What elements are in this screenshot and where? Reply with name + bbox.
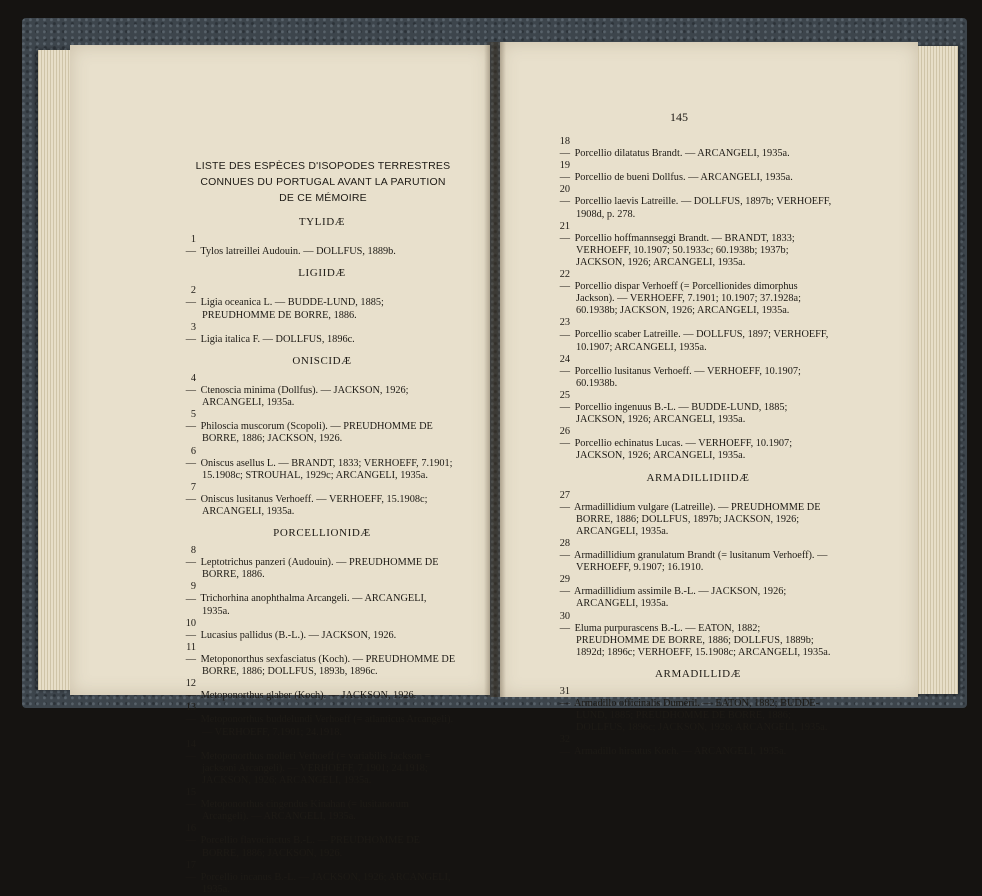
entry-number: 3 — — [185, 321, 196, 345]
species-entry — [178, 787, 456, 823]
species-entry — [552, 269, 834, 317]
species-entry — [178, 678, 456, 702]
species-entry — [178, 823, 456, 859]
species-entry — [552, 160, 834, 184]
entry-number: 25 — — [559, 389, 570, 414]
species-entry — [552, 426, 834, 462]
family-heading-tylidae: TYLIDÆ — [298, 216, 346, 228]
entry-text: Armadillidium granulatum Brandt (= lusitanum Verhoeff). — VERHOEFF, 9.1907; 16.1910. — [574, 550, 828, 574]
family-list-armadillidae — [552, 686, 834, 759]
entry-number: 11 — — [185, 641, 196, 665]
entry-text: Porcellio lusitanus Verhoeff. — VERHOEFF, 10.1907; 60.1938b. — [574, 365, 801, 389]
page-number: 145 — [670, 110, 688, 124]
entry-text: Armadillidium vulgare (Latreille). — PREUDHOMME DE BORRE, 1886; DOLLFUS, 1897b; JACKSON, 1926; ARCANGELI, 1935a. — [574, 501, 821, 537]
entry-number: 12 — — [185, 678, 196, 702]
entry-number: 24 — — [559, 353, 570, 377]
page-edges-right — [916, 46, 958, 694]
entry-number: 20 — — [559, 184, 570, 208]
entry-number: 8 — — [185, 545, 196, 569]
entry-text: Oniscus asellus L. — BRANDT, 1833; VERHOEFF, 7.1901; 15.1908c; STROUHAL, 1929c; ARCANGELI, 1935a. — [200, 457, 453, 481]
species-entry — [178, 581, 456, 617]
species-entry — [552, 354, 834, 390]
entry-text: Armadillo hirsutus Koch. — ARCANGELI, 1935a. — [574, 746, 787, 758]
entry-text: Metoponorthus molleri Verhoeff (= variabilis Jackson = jacksoni Arcangeli). — VERHOEFF, 7.1901; 24.1918; JACKSON, 1926; ARCANGELI, 1935a. — [200, 750, 431, 786]
species-entry — [178, 545, 456, 581]
family-heading-porcellionidae: PORCELLIONIDÆ — [273, 527, 371, 540]
entry-number: 13 — — [185, 702, 196, 726]
right-column — [552, 136, 834, 759]
entry-text: Ligia oceanica L. — BUDDE-LUND, 1885; PREUDHOMME DE BORRE, 1886. — [200, 297, 384, 321]
family-list-porcellionidae-continued — [552, 136, 834, 463]
species-entry — [552, 390, 834, 426]
species-entry — [552, 490, 834, 538]
title-line-2: CONNUES DU PORTUGAL AVANT LA PARUTION — [200, 176, 446, 188]
entry-number: 16 — — [185, 823, 196, 847]
entry-number: 5 — — [185, 409, 196, 433]
title-line-3: DE CE MÉMOIRE — [279, 192, 367, 204]
entry-text: Armadillidium assimile B.-L. — JACKSON, 1926; ARCANGELI, 1935a. — [574, 586, 787, 610]
entry-number: 19 — — [559, 160, 570, 184]
entry-number: 30 — — [559, 610, 570, 634]
species-entry — [552, 611, 834, 659]
entry-text: Trichorhina anophthalma Arcangeli. — ARCANGELI, 1935a. — [200, 593, 427, 617]
species-entry — [178, 642, 456, 678]
entry-text: Porcellio dispar Verhoeff (= Porcellionides dimorphus Jackson). — VERHOEFF, 7.1901; 10.1907; 37.1928a; 60.1938b; JACKSON, 1926; ARCANGELI, 1935a. — [574, 281, 801, 317]
entry-text: Philoscia muscorum (Scopoli). — PREUDHOMME DE BORRE, 1886; JACKSON, 1926. — [200, 421, 433, 445]
species-entry — [178, 618, 456, 642]
list-title — [190, 158, 456, 206]
species-entry — [552, 184, 834, 220]
species-entry — [552, 221, 834, 269]
page-edges-left — [38, 50, 72, 690]
entry-number: 21 — — [559, 220, 570, 244]
entry-number: 23 — — [559, 317, 570, 341]
species-entry — [178, 285, 456, 321]
species-entry — [178, 702, 456, 738]
entry-number: 31 — — [559, 686, 570, 710]
species-entry — [552, 136, 834, 160]
entry-text: Porcellio echinatus Lucas. — VERHOEFF, 10.1907; JACKSON, 1926; ARCANGELI, 1935a. — [574, 438, 793, 462]
family-list-tylidae — [178, 234, 456, 258]
species-entry — [178, 373, 456, 409]
entry-text: Porcellio laevis Latreille. — DOLLFUS, 1897b; VERHOEFF, 1908d, p. 278. — [574, 196, 832, 220]
family-list-ligiidae — [178, 285, 456, 345]
entry-number: 2 — — [185, 285, 196, 309]
family-heading-oniscidae: ONISCIDÆ — [292, 354, 352, 367]
species-entry — [552, 574, 834, 610]
entry-text: Porcellio hoffmannseggi Brandt. — BRANDT, 1833; VERHOEFF, 10.1907; 50.1933c; 60.1938b; 1937b; JACKSON, 1926; ARCANGELI, 1935a. — [574, 232, 795, 268]
entry-text: Metoponorthus glaber (Koch). — JACKSON, 1926. — [200, 690, 417, 702]
entry-text: Porcellio scaber Latreille. — DOLLFUS, 1897; VERHOEFF, 10.1907; ARCANGELI, 1935a. — [574, 329, 829, 353]
family-heading-armadillidae: ARMADILLIDÆ — [654, 667, 742, 680]
entry-text: Armadillo officinalis Duméril. — EATON, 1882; BUDDE-LUND, 1885; PREUDHOMME DE BORRE, 1886; DOLLFUS, 1896c; JACKSON, 1926; ARCANGELI, 1935a. — [574, 698, 828, 734]
title-line-1: LISTE DES ESPÈCES D'ISOPODES TERRESTRES — [195, 160, 451, 172]
family-list-porcellionidae — [178, 545, 456, 896]
species-entry — [178, 322, 456, 346]
entry-number: 9 — — [185, 581, 196, 605]
entry-text: Ligia italica F. — DOLLFUS, 1896c. — [200, 333, 355, 345]
book-gutter — [484, 42, 506, 697]
left-column — [178, 158, 456, 896]
species-entry — [178, 860, 456, 896]
entry-number: 28 — — [559, 538, 570, 562]
entry-text: Metoponorthus cingendus Kinahan (= lusitanorum Arcangeli). — ARCANGELI, 1935a. — [200, 799, 409, 823]
entry-number: 26 — — [559, 426, 570, 450]
entry-text: Ctenoscia minima (Dollfus). — JACKSON, 1926; ARCANGELI, 1935a. — [200, 385, 409, 409]
entry-number: 1 — — [185, 234, 196, 258]
species-entry — [178, 446, 456, 482]
species-entry — [178, 482, 456, 518]
entry-text: Porcellio dilatatus Brandt. — ARCANGELI, 1935a. — [574, 148, 790, 160]
entry-number: 4 — — [185, 372, 196, 397]
entry-text: Porcellio flavocinctus B.-L. — PREUDHOMME DE BORRE, 1886; JACKSON, 1926. — [200, 835, 420, 859]
entry-number: 15 — — [185, 787, 196, 811]
family-list-armadillidiidae — [552, 490, 834, 659]
entry-number: 18 — — [559, 136, 570, 160]
family-heading-armadillidiidae: ARMADILLIDIIDÆ — [646, 471, 750, 484]
species-entry — [552, 734, 834, 758]
entry-text: Oniscus lusitanus Verhoeff. — VERHOEFF, 15.1908c; ARCANGELI, 1935a. — [200, 493, 428, 517]
entry-number: 17 — — [185, 859, 196, 883]
entry-number: 10 — — [185, 617, 196, 641]
entry-text: Tylos latreillei Audouin. — DOLLFUS, 1889b. — [200, 246, 396, 258]
entry-text: Porcellio de bueni Dollfus. — ARCANGELI, 1935a. — [574, 172, 793, 184]
entry-number: 14 — — [185, 738, 196, 762]
entry-number: 7 — — [185, 481, 196, 505]
entry-text: Leptotrichus panzeri (Audouin). — PREUDHOMME DE BORRE, 1886. — [200, 557, 439, 581]
entry-text: Porcellio incanus B.-L. — JACKSON, 1926; ARCANGELI, 1935a. — [200, 871, 451, 895]
species-entry — [552, 538, 834, 574]
entry-number: 27 — — [559, 489, 570, 513]
entry-text: Metoponorthus sexfasciatus (Koch). — PREUDHOMME DE BORRE, 1886; DOLLFUS, 1893b, 1896c. — [200, 654, 456, 678]
species-entry — [552, 686, 834, 734]
species-entry — [178, 409, 456, 445]
entry-text: Eluma purpurascens B.-L. — EATON, 1882; PREUDHOMME DE BORRE, 1886; DOLLFUS, 1889b; 1892d; 1896c; VERHOEFF, 15.1908c; ARCANGELI, 1935a. — [574, 622, 831, 658]
species-entry — [552, 317, 834, 353]
species-entry — [178, 234, 456, 258]
entry-text: Porcellio ingenuus B.-L. — BUDDE-LUND, 1885; JACKSON, 1926; ARCANGELI, 1935a. — [574, 402, 788, 426]
family-list-oniscidae — [178, 373, 456, 518]
entry-text: Lucasius pallidus (B.-L.). — JACKSON, 1926. — [200, 629, 397, 641]
entry-number: 6 — — [185, 445, 196, 469]
family-heading-ligiidae: LIGIIDÆ — [298, 267, 346, 280]
species-entry — [178, 739, 456, 787]
entry-text: Metoponorthus buddelundi Verhoeff (= atlanticus Arcangeli). — VERHOEFF, 7.1901; 24.1918. — [200, 714, 454, 738]
entry-number: 22 — — [559, 269, 570, 293]
entry-number: 32 — — [559, 734, 570, 758]
entry-number: 29 — — [559, 574, 570, 598]
